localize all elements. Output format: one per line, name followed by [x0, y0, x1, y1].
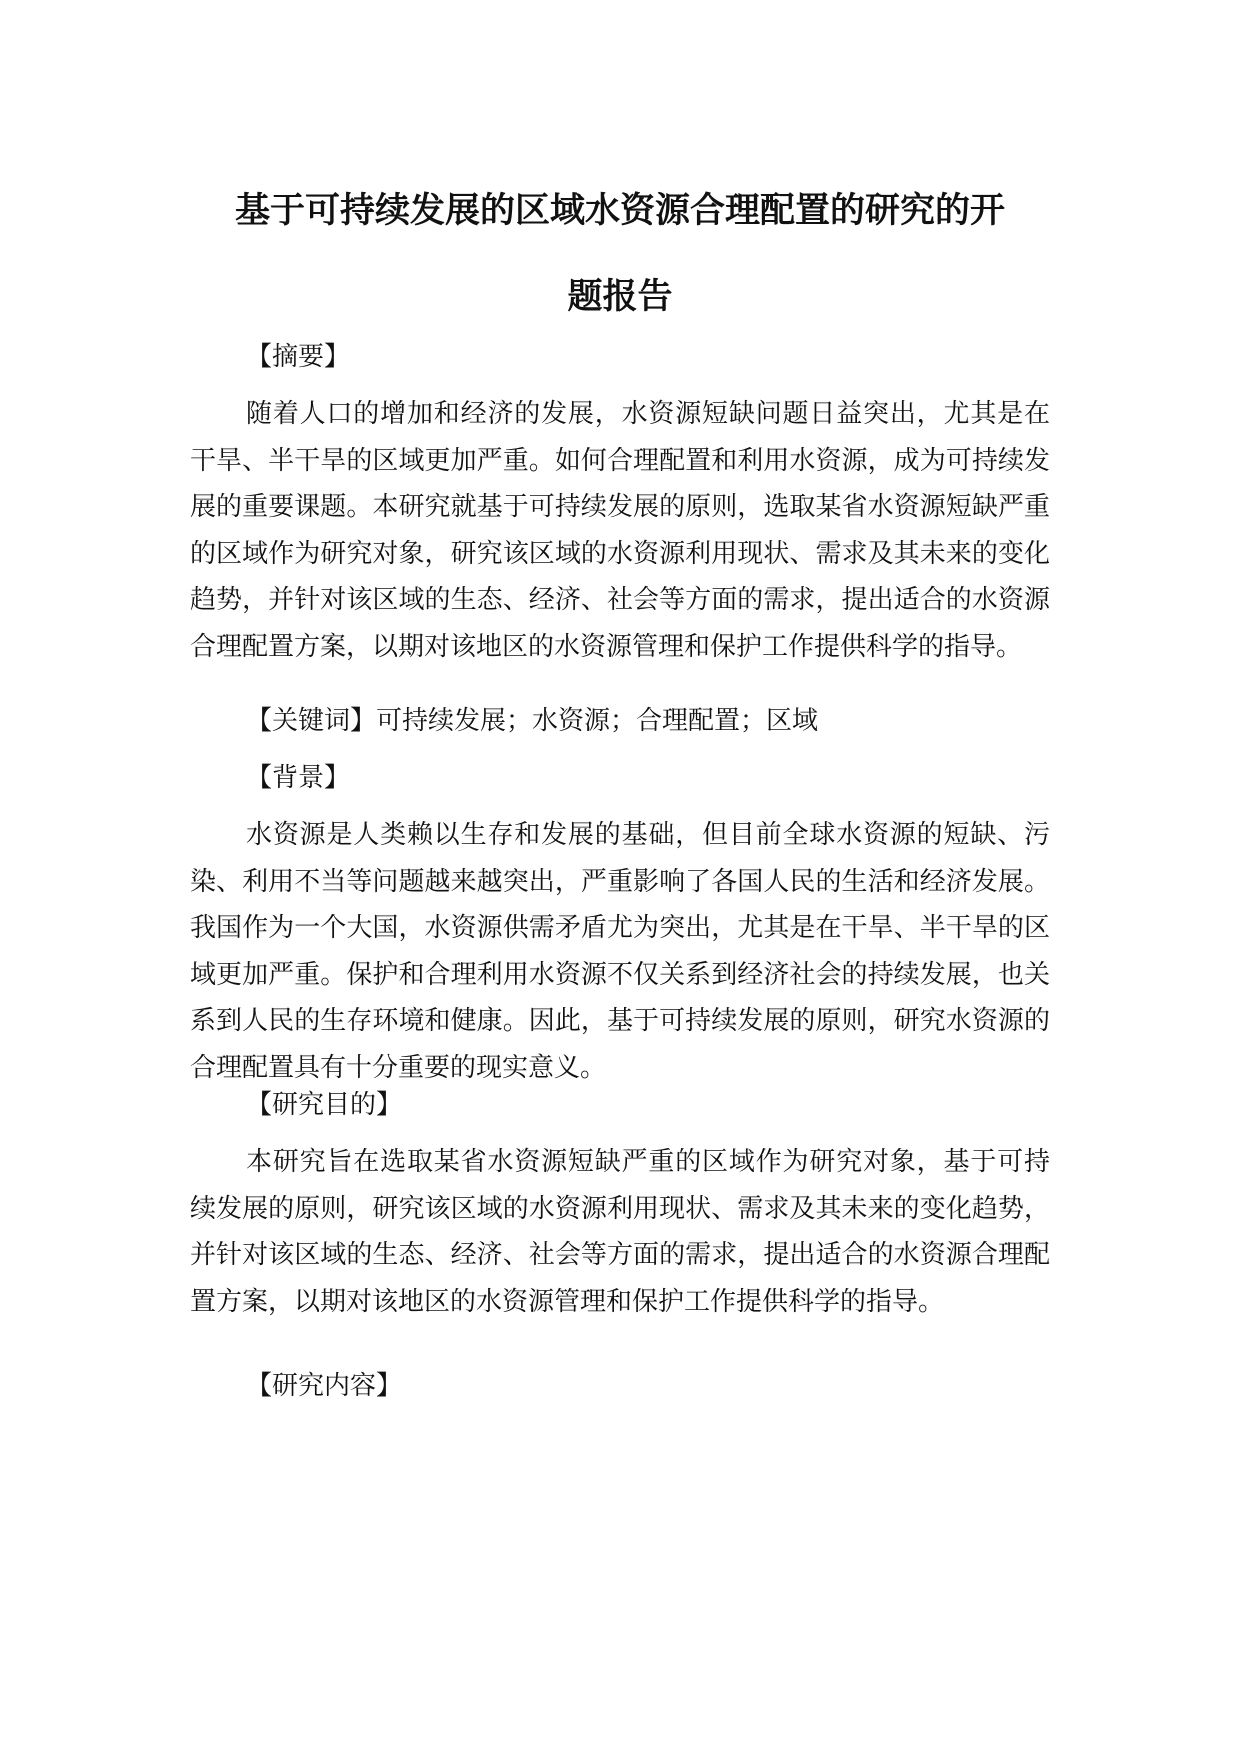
purpose-heading: 【研究目的】 — [246, 1090, 403, 1120]
title-line-2: 题报告 — [567, 277, 673, 317]
keywords-line: 【关键词】可持续发展；水资源；合理配置；区域 — [246, 706, 819, 736]
title-line-1: 基于可持续发展的区域水资源合理配置的研究的开 — [234, 191, 1005, 231]
purpose-paragraph: 本研究旨在选取某省水资源短缺严重的区域作为研究对象，基于可持续发展的原则，研究该区域的水资源利用现状、需求及其未来的变化趋势，并针对该区域的生态、经济、社会等方面的需求，提出适合的水资源合理配置方案，以期对该地区的水资源管理和保护工作提供科学的指导。 — [190, 1147, 1050, 1317]
abstract-heading: 【摘要】 — [246, 342, 351, 372]
background-heading: 【背景】 — [246, 763, 351, 793]
document-title — [190, 168, 1050, 340]
abstract-paragraph: 随着人口的增加和经济的发展，水资源短缺问题日益突出，尤其是在干旱、半干旱的区域更加严重。如何合理配置和利用水资源，成为可持续发展的重要课题。本研究就基于可持续发展的原则，选取某省水资源短缺严重的区域作为研究对象，研究该区域的水资源利用现状、需求及其未来的变化趋势，并针对该区域的生态、经济、社会等方面的需求，提出适合的水资源合理配置方案，以期对该地区的水资源管理和保护工作提供科学的指导。 — [190, 399, 1050, 662]
background-paragraph: 水资源是人类赖以生存和发展的基础，但目前全球水资源的短缺、污染、利用不当等问题越来越突出，严重影响了各国人民的生活和经济发展。我国作为一个大国，水资源供需矛盾尤为突出，尤其是在干旱、半干旱的区域更加严重。保护和合理利用水资源不仅关系到经济社会的持续发展，也关系到人民的生存环境和健康。因此，基于可持续发展的原则，研究水资源的合理配置具有十分重要的现实意义。 — [190, 820, 1050, 1083]
content-heading: 【研究内容】 — [246, 1371, 403, 1401]
